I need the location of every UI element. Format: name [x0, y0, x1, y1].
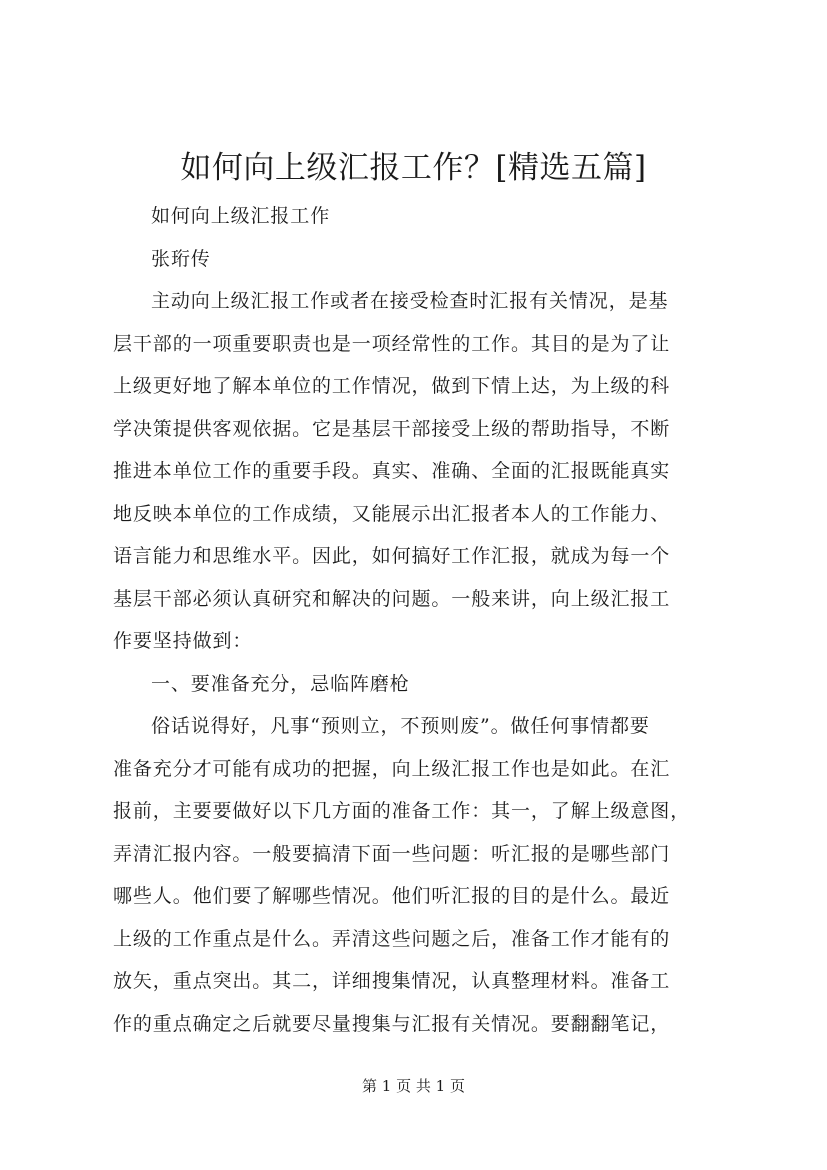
- paragraph-line: 语言能力和思维水平。因此，如何搞好工作汇报，就成为每一个: [113, 545, 671, 567]
- paragraph-line: 地反映本单位的工作成绩，又能展示出汇报者本人的工作能力、: [113, 502, 671, 525]
- paragraph-line: 层干部的一项重要职责也是一项经常性的工作。其目的是为了让: [113, 332, 671, 355]
- document-title: 如何向上级汇报工作？[精选五篇]: [180, 150, 647, 186]
- paragraph-line: 放矢，重点突出。其二，详细搜集情况，认真整理材料。准备工: [113, 970, 671, 992]
- paragraph-line: 上级更好地了解本单位的工作情况，做到下情上达，为上级的科: [113, 375, 671, 397]
- paragraph-line: 报前，主要要做好以下几方面的准备工作：其一，了解上级意图，: [113, 800, 691, 822]
- document-body: [113, 195, 738, 1045]
- page-footer: 第 1 页 共 1 页: [362, 1077, 465, 1095]
- section-heading: 一、要准备充分，忌临阵磨枪: [151, 672, 410, 695]
- paragraph-line: 基层干部必须认真研究和解决的问题。一般来讲，向上级汇报工: [113, 587, 671, 610]
- paragraph-line: 哪些人。他们要了解哪些情况。他们听汇报的目的是什么。最近: [113, 885, 671, 907]
- paragraph-line: 准备充分才可能有成功的把握，向上级汇报工作也是如此。在汇: [113, 757, 671, 780]
- paragraph-line: 主动向上级汇报工作或者在接受检查时汇报有关情况，是基: [151, 290, 669, 312]
- paragraph-line: 作要坚持做到：: [113, 630, 253, 652]
- author: 张珩传: [151, 247, 211, 270]
- paragraph-line: 上级的工作重点是什么。弄清这些问题之后，准备工作才能有的: [113, 927, 671, 950]
- intro-paragraph: [113, 280, 738, 663]
- paragraph-line: 推进本单位工作的重要手段。真实、准确、全面的汇报既能真实: [113, 460, 671, 482]
- paragraph-line: 弄清汇报内容。一般要搞清下面一些问题：听汇报的是哪些部门: [113, 842, 671, 865]
- section-paragraph: [113, 705, 738, 1045]
- paragraph-line: 俗话说得好，凡事“预则立，不预则废”。做任何事情都要: [151, 715, 650, 737]
- paragraph-line: 作的重点确定之后就要尽量搜集与汇报有关情况。要翻翻笔记，: [113, 1012, 671, 1035]
- subtitle: 如何向上级汇报工作: [151, 205, 331, 227]
- paragraph-line: 学决策提供客观依据。它是基层干部接受上级的帮助指导，不断: [113, 417, 671, 440]
